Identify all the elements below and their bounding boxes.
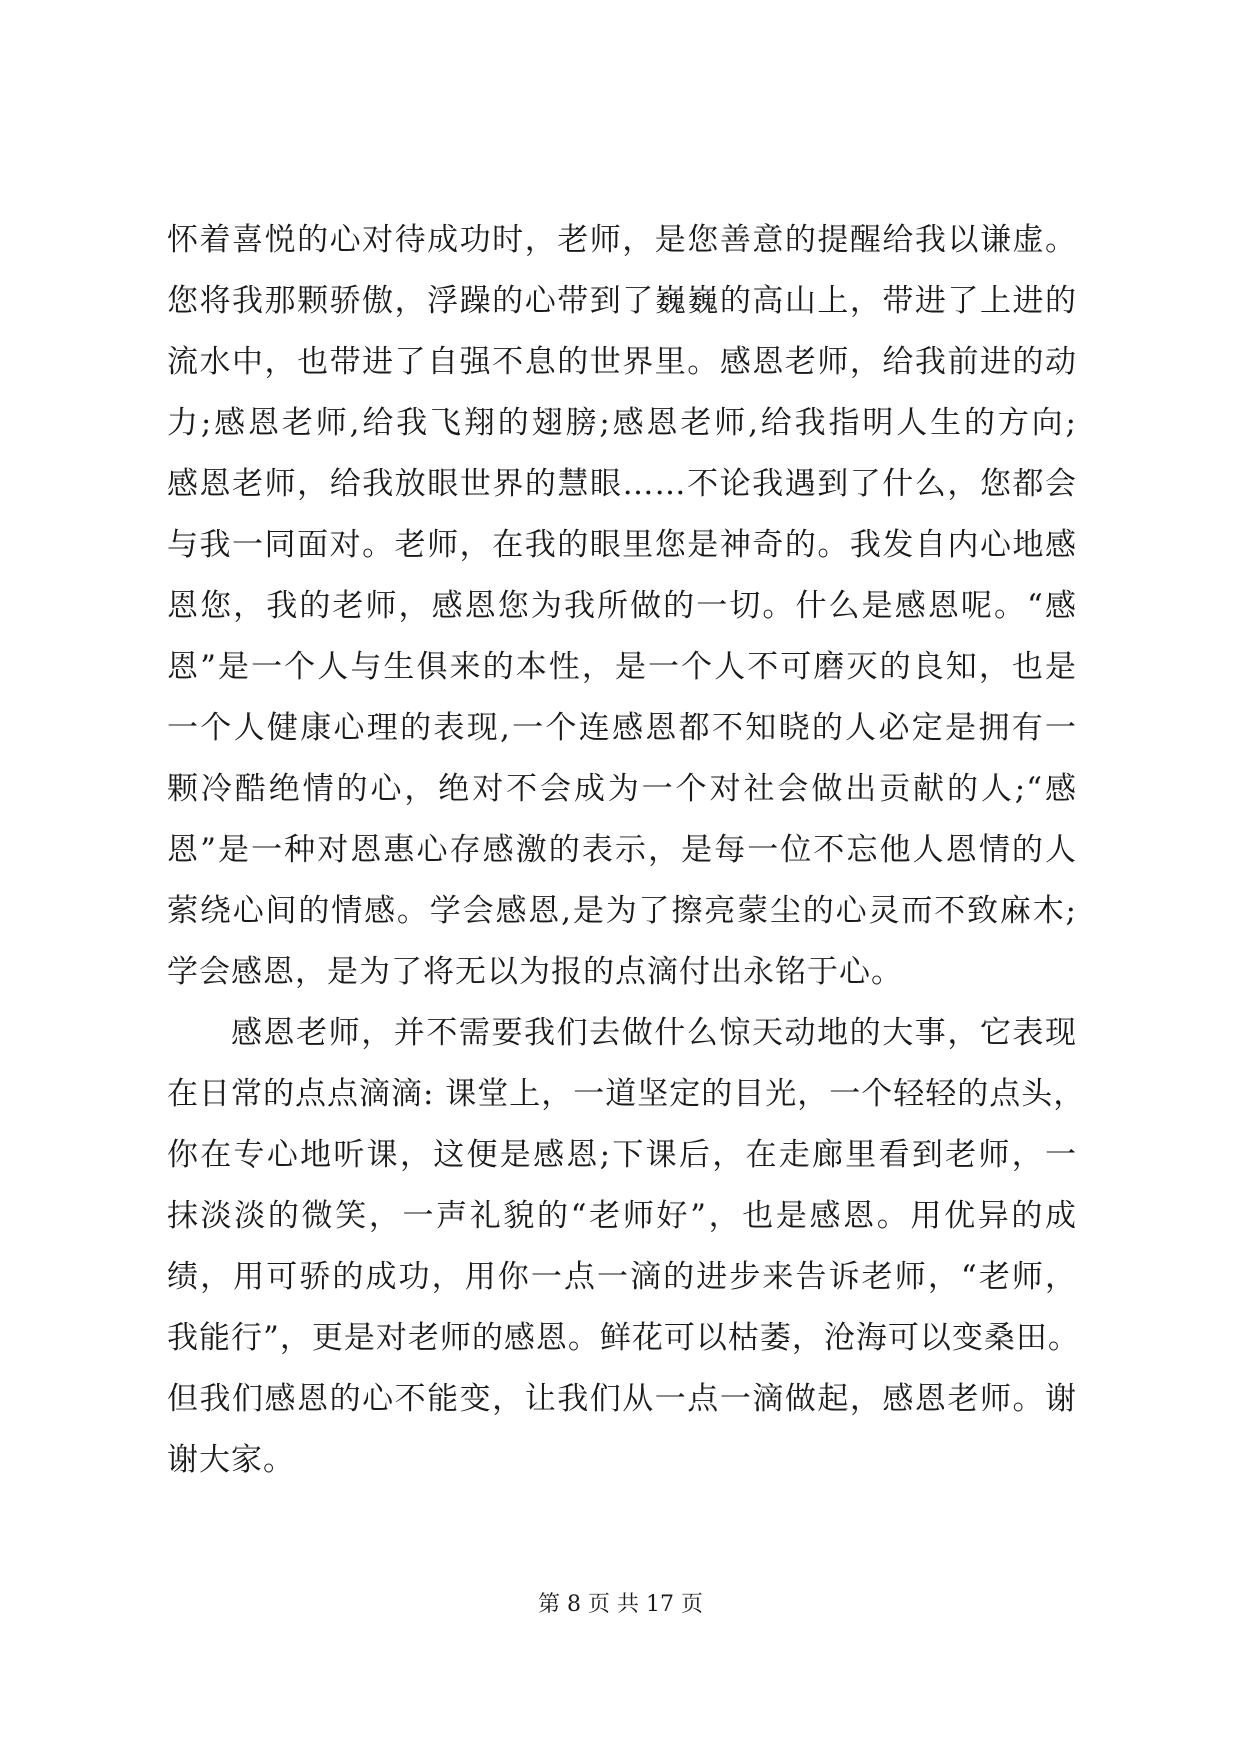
- text-line: 流水中，也带进了自强不息的世界里。感恩老师，给我前进的动: [167, 344, 1077, 380]
- text-line: 恩”是一种对恩惠心存感激的表示，是每一位不忘他人恩情的人: [167, 832, 1077, 868]
- text-line: 但我们感恩的心不能变，让我们从一点一滴做起，感恩老师。谢: [167, 1381, 1077, 1417]
- body-text: [167, 210, 1086, 1491]
- text-line: 谢大家。: [167, 1442, 295, 1478]
- text-line: 恩”是一个人与生俱来的本性，是一个人不可磨灭的良知，也是: [167, 649, 1077, 685]
- paragraph-1: [167, 210, 1077, 1003]
- text-line: 感恩老师，给我放眼世界的慧眼……不论我遇到了什么，您都会: [167, 466, 1077, 502]
- text-line: 怀着喜悦的心对待成功时，老师，是您善意的提醒给我以谦虚。: [167, 222, 1077, 258]
- text-line: 力;感恩老师,给我飞翔的翅膀;感恩老师,给我指明人生的方向;: [167, 405, 1077, 441]
- text-line: 恩您，我的老师，感恩您为我所做的一切。什么是感恩呢。“感: [167, 588, 1077, 624]
- text-line: 你在专心地听课，这便是感恩;下课后，在走廊里看到老师，一: [167, 1137, 1077, 1173]
- page-number: 第 8 页 共 17 页: [538, 1592, 703, 1617]
- page-footer: [0, 1590, 1241, 1620]
- text-line: 与我一同面对。老师，在我的眼里您是神奇的。我发自内心地感: [167, 527, 1077, 563]
- text-line: 抹淡淡的微笑，一声礼貌的“老师好”，也是感恩。用优异的成: [167, 1198, 1077, 1234]
- paragraph-2: [167, 1003, 1086, 1491]
- text-line: 我能行”，更是对老师的感恩。鲜花可以枯萎，沧海可以变桑田。: [167, 1320, 1080, 1356]
- text-line: 您将我那颗骄傲，浮躁的心带到了巍巍的高山上，带进了上进的: [167, 283, 1077, 319]
- text-line: 绩，用可骄的成功，用你一点一滴的进步来告诉老师，“老师，: [167, 1259, 1077, 1295]
- text-line: 一个人健康心理的表现,一个连感恩都不知晓的人必定是拥有一: [167, 710, 1077, 746]
- text-line: 感恩老师，并不需要我们去做什么惊天动地的大事，它表现: [231, 1015, 1077, 1051]
- text-line: 颗冷酷绝情的心，绝对不会成为一个对社会做出贡献的人;“感: [167, 771, 1077, 807]
- text-line: 学会感恩，是为了将无以为报的点滴付出永铭于心。: [167, 954, 903, 990]
- text-line: 萦绕心间的情感。学会感恩,是为了擦亮蒙尘的心灵而不致麻木;: [167, 893, 1077, 929]
- text-line: 在日常的点点滴滴: 课堂上，一道坚定的目光，一个轻轻的点头，: [167, 1076, 1086, 1112]
